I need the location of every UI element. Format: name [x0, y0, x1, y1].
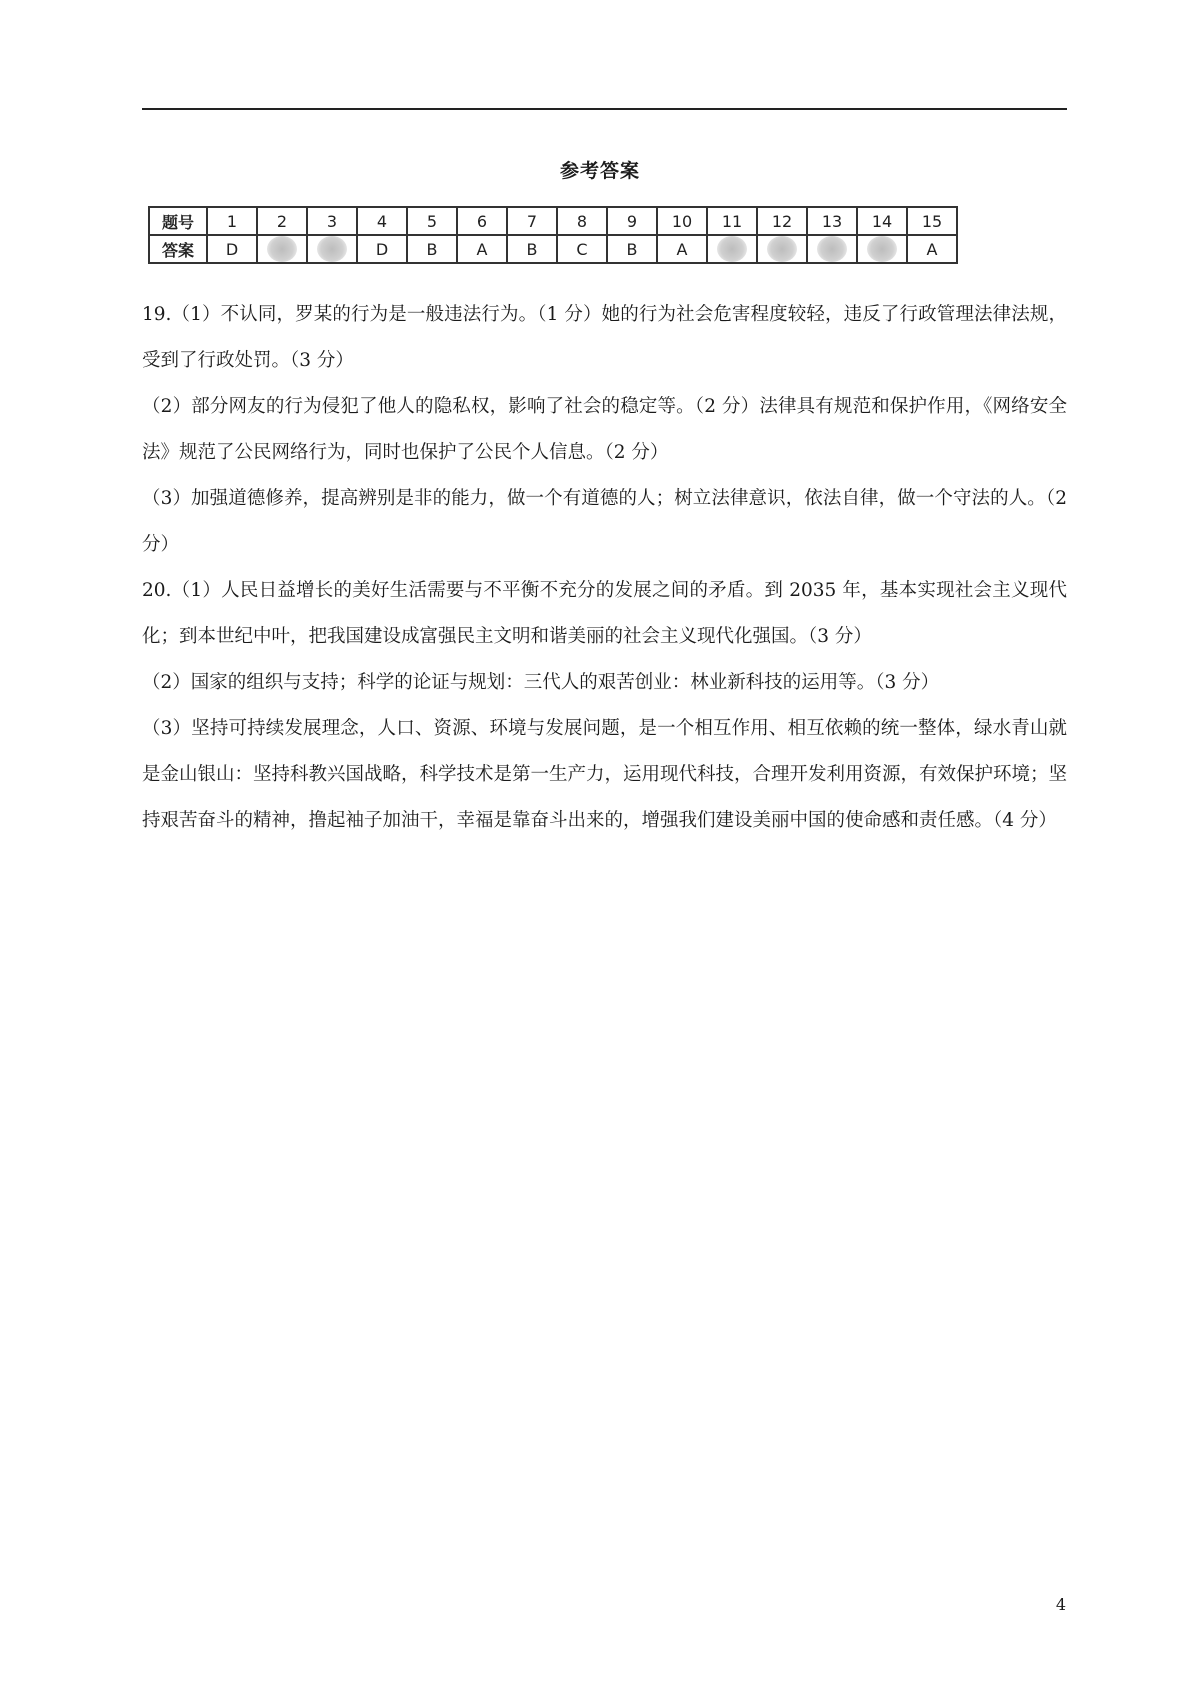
answer-cell-obscured [857, 235, 907, 263]
question-number-cell: 15 [907, 207, 957, 235]
answer-cell: A [457, 235, 507, 263]
smudge-mark [717, 236, 747, 262]
answer-paragraph-19-2: （2）部分网友的行为侵犯了他人的隐私权，影响了社会的稳定等。（2 分）法律具有规范和保护作用，《网络安全法》规范了公民网络行为，同时也保护了公民个人信息。（2 分） [142, 396, 1067, 463]
question-number-cell: 13 [807, 207, 857, 235]
answer-cell: A [657, 235, 707, 263]
smudge-mark [867, 236, 897, 262]
question-number-header: 题号 [149, 207, 207, 235]
answer-cell: B [507, 235, 557, 263]
smudge-mark [817, 236, 847, 262]
answer-paragraph-20-1: 20.（1）人民日益增长的美好生活需要与不平衡不充分的发展之间的矛盾。到 2035 年，基本实现社会主义现代化；到本世纪中叶，把我国建设成富强民主文明和谐美丽的社会主义现代化强国。（3 分） [142, 580, 1067, 647]
question-number-cell: 2 [257, 207, 307, 235]
answer-cell-obscured [707, 235, 757, 263]
question-number-cell: 4 [357, 207, 407, 235]
answer-cell: D [357, 235, 407, 263]
answer-cell: C [557, 235, 607, 263]
question-number-cell: 12 [757, 207, 807, 235]
answer-cell: B [407, 235, 457, 263]
answer-paragraph-19-3: （3）加强道德修养，提高辨别是非的能力，做一个有道德的人；树立法律意识，依法自律，做一个守法的人。（2 分） [142, 488, 1067, 555]
answer-row [149, 235, 957, 263]
question-number-cell: 9 [607, 207, 657, 235]
answer-paragraph-20-2: （2）国家的组织与支持；科学的论证与规划：三代人的艰苦创业：林业新科技的运用等。（3 分） [142, 672, 940, 693]
header-rule [142, 108, 1067, 110]
question-number-cell: 7 [507, 207, 557, 235]
answer-header: 答案 [149, 235, 207, 263]
answer-cell: D [207, 235, 257, 263]
page-title: 参考答案 [559, 160, 640, 182]
answer-cell: B [607, 235, 657, 263]
answer-paragraph-19-1: 19.（1）不认同，罗某的行为是一般违法行为。（1 分）她的行为社会危害程度较轻，违反了行政管理法律法规，受到了行政处罚。（3 分） [142, 304, 1067, 371]
page-number: 4 [1055, 1595, 1066, 1614]
smudge-mark [267, 236, 297, 262]
smudge-mark [317, 236, 347, 262]
answer-cell: A [907, 235, 957, 263]
question-number-cell: 5 [407, 207, 457, 235]
question-number-cell: 14 [857, 207, 907, 235]
question-number-cell: 1 [207, 207, 257, 235]
answer-cell-obscured [307, 235, 357, 263]
question-number-cell: 10 [657, 207, 707, 235]
answer-cell-obscured [757, 235, 807, 263]
question-number-cell: 11 [707, 207, 757, 235]
answer-cell-obscured [807, 235, 857, 263]
answer-body [142, 292, 1067, 844]
smudge-mark [767, 236, 797, 262]
answer-paragraph-20-3: （3）坚持可持续发展理念，人口、资源、环境与发展问题，是一个相互作用、相互依赖的统一整体，绿水青山就是金山银山：坚持科教兴国战略，科学技术是第一生产力，运用现代科技，合理开发利用资源，有效保护环境；坚持艰苦奋斗的精神，撸起袖子加油干，幸福是靠奋斗出来的，增强我们建设美丽中国的使命感和责任感。（4 分） [142, 718, 1068, 831]
question-number-cell: 3 [307, 207, 357, 235]
answer-table [148, 206, 958, 264]
question-number-cell: 6 [457, 207, 507, 235]
question-number-cell: 8 [557, 207, 607, 235]
answer-cell-obscured [257, 235, 307, 263]
question-number-row [149, 207, 957, 235]
